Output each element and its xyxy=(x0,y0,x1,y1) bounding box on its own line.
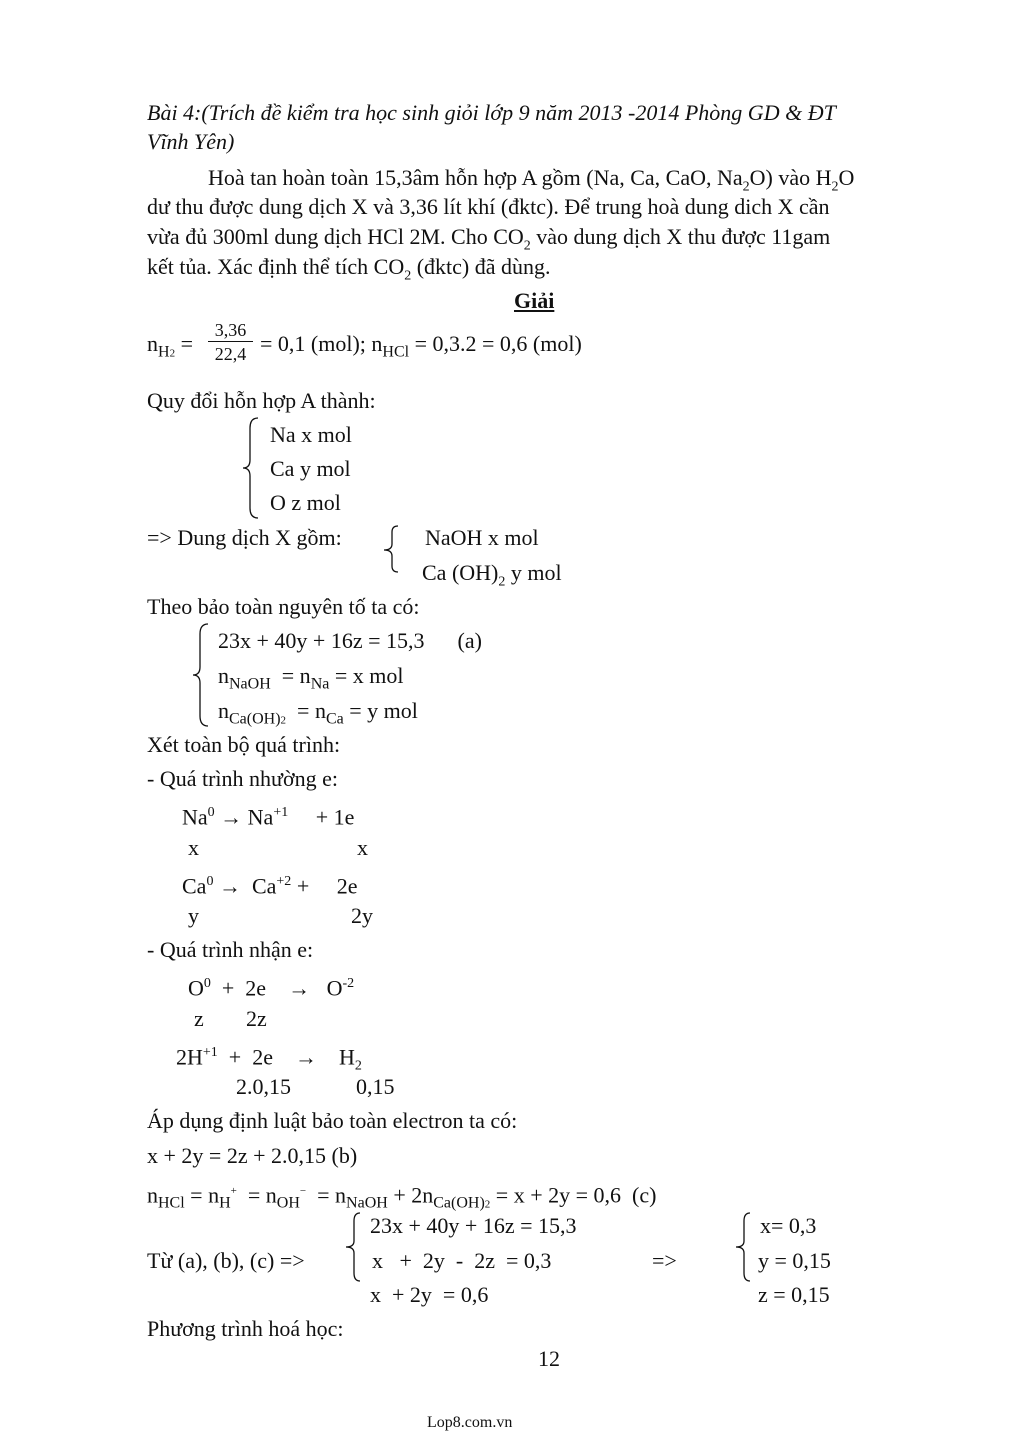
bao-toan-text: Theo bảo toàn nguyên tố ta có: xyxy=(147,594,420,619)
system-row: x + 2y = 0,6 xyxy=(370,1282,489,1307)
text: O) vào H xyxy=(749,165,832,190)
sub: OH xyxy=(276,1194,300,1212)
text: vừa đủ 300ml dung dịch HCl 2M. Cho CO xyxy=(147,224,524,249)
exercise-header xyxy=(147,100,836,126)
na-value: x xyxy=(357,835,368,860)
system-eq-a: 23x + 40y + 16z = 15,3 (a) xyxy=(218,628,482,653)
sub: HCl xyxy=(382,343,410,361)
qd-item: O z mol xyxy=(270,490,341,515)
sup: − xyxy=(299,1185,307,1197)
text: n xyxy=(147,331,158,356)
text: Ca xyxy=(182,873,207,899)
text: Ca (OH) xyxy=(422,560,499,585)
qd-item: Ca y mol xyxy=(270,456,351,481)
o-equation xyxy=(188,971,354,1001)
solution-title: Giải xyxy=(514,288,555,313)
sup: +2 xyxy=(276,874,292,889)
text: = x mol xyxy=(329,663,404,688)
sup: 0 xyxy=(203,976,211,991)
sub: Ca xyxy=(325,710,344,728)
sub: HCl xyxy=(158,1194,185,1212)
sub: 2 xyxy=(280,714,287,727)
text: kết tủa. Xác định thể tích CO xyxy=(147,254,405,279)
quy-doi-text: Quy đổi hỗn hợp A thành: xyxy=(147,388,376,413)
numerator: 3,36 xyxy=(214,320,247,340)
sup: +1 xyxy=(202,1045,218,1060)
h-value: 2.0,15 xyxy=(236,1074,291,1099)
nhan-e-text: - Quá trình nhận e: xyxy=(147,937,314,962)
text: + 2n xyxy=(387,1182,434,1208)
sub: 2 xyxy=(169,347,176,360)
implies-arrow: => xyxy=(652,1248,677,1273)
system-eq-caoh2 xyxy=(218,698,418,733)
sub: NaOH xyxy=(229,675,271,693)
sub: 2 xyxy=(354,1058,362,1074)
sub: H xyxy=(219,1194,231,1212)
text: = n xyxy=(184,1182,220,1208)
text: = 0,3.2 = 0,6 (mol) xyxy=(409,331,582,356)
sub: 2 xyxy=(404,268,412,284)
qd-item: Na x mol xyxy=(270,422,352,447)
xet-text: Xét toàn bộ quá trình: xyxy=(147,732,341,757)
ca-equation xyxy=(182,869,357,899)
text: n xyxy=(218,698,229,723)
text: = n xyxy=(286,698,326,723)
nh2-rhs xyxy=(260,331,582,365)
fraction xyxy=(208,319,253,366)
text: = n xyxy=(270,663,311,688)
text: + 1e xyxy=(288,804,355,830)
sub: Na xyxy=(310,675,330,693)
text: n xyxy=(218,663,229,688)
sub: Ca(OH) xyxy=(433,1194,485,1212)
text: + 2e → O xyxy=(210,975,343,1001)
problem-line-4 xyxy=(147,254,551,289)
text: + 2e → H xyxy=(217,1044,355,1070)
left-brace-icon xyxy=(380,524,402,574)
text: O xyxy=(838,165,855,190)
system-row: x + 2y - 2z = 0,3 xyxy=(372,1248,552,1273)
na-equation xyxy=(182,800,354,830)
h-value: 0,15 xyxy=(356,1074,395,1099)
dd-x-item: NaOH x mol xyxy=(425,525,539,550)
sub: 2 xyxy=(498,574,506,590)
text: → Ca xyxy=(213,873,277,899)
header-source: Trích đề kiểm tra học sinh giỏi lớp 9 năm 2013 -2014 Phòng GD & ĐT xyxy=(208,100,836,125)
text: = n xyxy=(236,1182,277,1208)
sub: 2 xyxy=(484,1198,491,1211)
left-brace-icon xyxy=(342,1211,366,1283)
text: n xyxy=(147,1182,158,1208)
system-eq-naoh xyxy=(218,663,403,697)
nhuong-e-text: - Quá trình nhường e: xyxy=(147,766,338,791)
sup: + xyxy=(230,1185,237,1197)
sup: 0 xyxy=(206,874,214,889)
sub: NaOH xyxy=(346,1194,388,1212)
text: 2H xyxy=(176,1044,203,1070)
site-footer: Lop8.com.vn xyxy=(427,1414,513,1431)
sub: Ca(OH) xyxy=(229,710,281,728)
dd-x-label: => Dung dịch X gồm: xyxy=(147,525,342,550)
text: (đktc) đã dùng. xyxy=(411,254,551,279)
problem-line-2: dư thu được dung dịch X và 3,36 lít khí (đktc). Để trung hoà dung dich X cần xyxy=(147,194,830,219)
nh2-lhs xyxy=(147,331,193,366)
na-value: x xyxy=(188,835,199,860)
result-x: x= 0,3 xyxy=(760,1213,817,1238)
header-prefix: Bài 4:( xyxy=(147,100,209,125)
text: = xyxy=(180,331,193,356)
text: = n xyxy=(306,1182,347,1208)
ca-value: 2y xyxy=(351,903,373,928)
from-label: Từ (a), (b), (c) => xyxy=(147,1248,305,1273)
system-row: 23x + 40y + 16z = 15,3 xyxy=(370,1213,577,1238)
ca-value: y xyxy=(188,903,199,928)
text: y mol xyxy=(505,560,562,585)
text: = x + 2y = 0,6 (c) xyxy=(490,1182,657,1208)
sub: 2 xyxy=(831,179,839,195)
text: Na xyxy=(182,804,208,830)
result-y: y = 0,15 xyxy=(758,1248,831,1273)
phuong-trinh-text: Phương trình hoá học: xyxy=(147,1316,344,1341)
page-number: 12 xyxy=(538,1346,560,1371)
equation-b: x + 2y = 2z + 2.0,15 (b) xyxy=(147,1143,358,1168)
text: vào dung dịch X thu được 11gam xyxy=(530,224,831,249)
text: = y mol xyxy=(343,698,418,723)
text: = 0,1 (mol); n xyxy=(260,331,383,356)
sub: 2 xyxy=(742,179,750,195)
sup: +1 xyxy=(273,805,289,820)
left-brace-icon xyxy=(732,1211,756,1283)
ap-dung-text: Áp dụng định luật bảo toàn electron ta có: xyxy=(147,1108,518,1133)
sup: 0 xyxy=(207,805,215,820)
header-line2: Vĩnh Yên) xyxy=(147,129,235,154)
o-value: z xyxy=(194,1006,204,1031)
left-brace-icon xyxy=(240,416,264,520)
dd-x-item xyxy=(422,560,562,595)
text: + 2e xyxy=(291,873,358,899)
o-value: 2z xyxy=(246,1006,267,1031)
text: Hoà tan hoàn toàn 15,3âm hỗn hợp A gồm (Na, Ca, CaO, Na xyxy=(208,165,743,190)
text: O xyxy=(188,975,204,1001)
equation-c xyxy=(147,1178,656,1218)
text: → Na xyxy=(214,804,274,830)
left-brace-icon xyxy=(190,622,214,728)
sub: H xyxy=(158,343,170,361)
sup: -2 xyxy=(342,976,355,991)
result-z: z = 0,15 xyxy=(758,1282,830,1307)
sub: 2 xyxy=(523,238,531,254)
denominator: 22,4 xyxy=(208,341,253,366)
